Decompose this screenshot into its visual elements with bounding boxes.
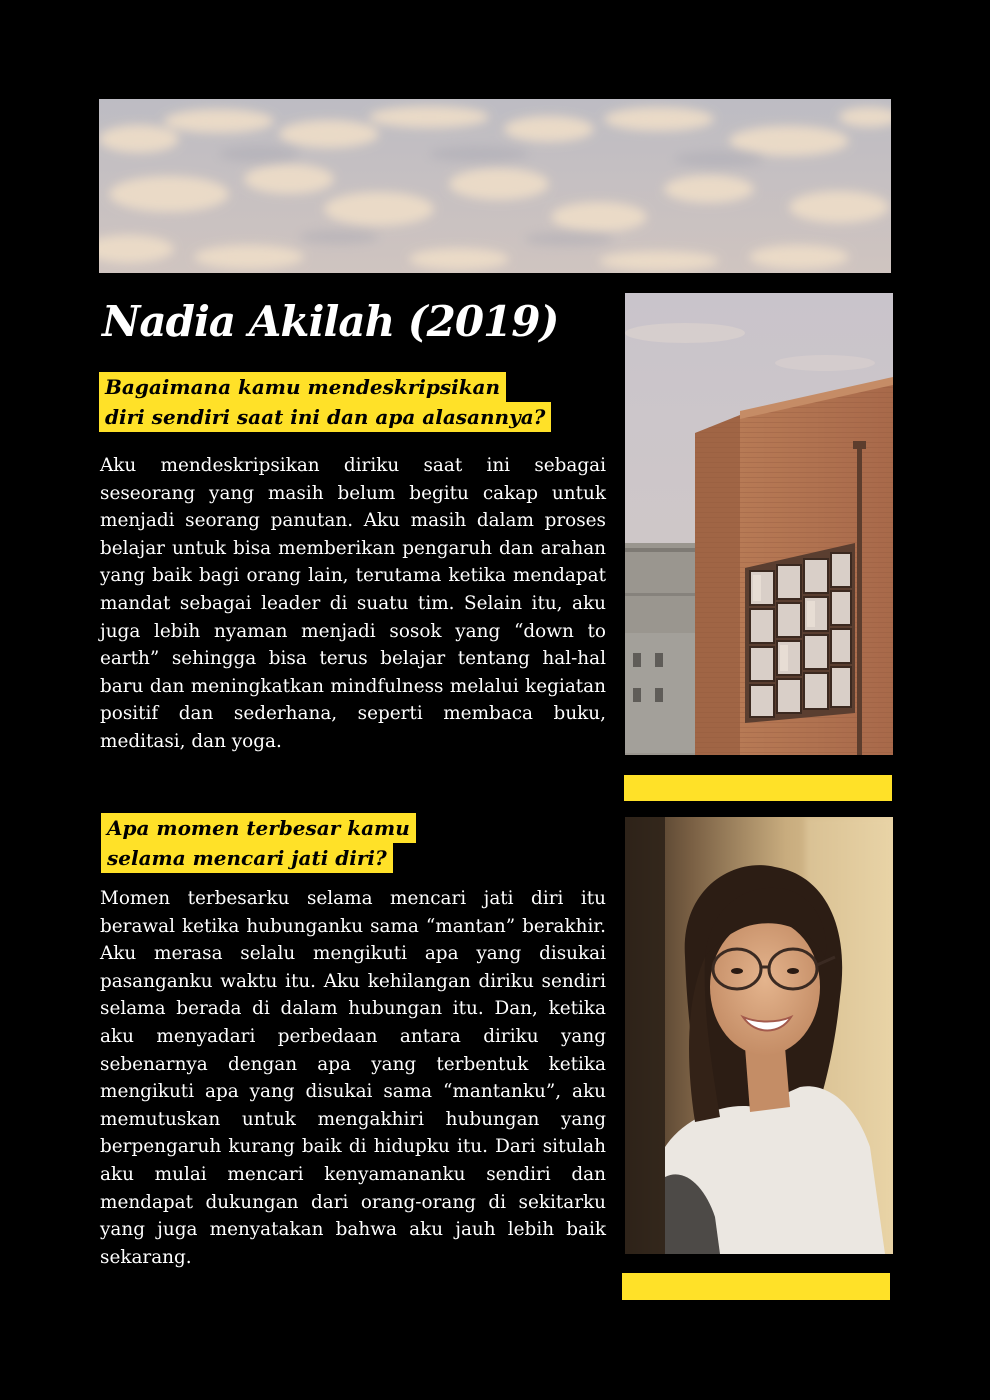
question-2-line-2: selama mencari jati diri? [101, 843, 393, 873]
portrait-photo [625, 817, 893, 1254]
cloudy-sky-photo [99, 99, 891, 273]
smiling-woman-with-glasses-photo [625, 817, 893, 1254]
building-photo [625, 293, 893, 755]
answer-paragraph-2: Momen terbesarku selama mencari jati diri itu berawal ketika hubunganku sama “mantan” berakhir. Aku merasa selalu mengikuti apa yang disukai pasanganku waktu itu. Aku kehilangan diriku sendiri selama berada di dalam hubungan itu. Dan, ketika aku menyadari perbedaan antara diriku yang sebenarnya dengan apa yang terbentuk ketika mengikuti apa yang disukai sama “mantanku”, aku memutuskan untuk mengakhiri hubungan yang berpengaruh kurang baik di hidupku itu. Dari situlah aku mulai mencari kenyamananku sendiri dan mendapat dukungan dari orang-orang di sekitarku yang juga menyatakan bahwa aku jauh lebih baik sekarang. [100, 888, 606, 1268]
question-1-line-2: diri sendiri saat ini dan apa alasannya? [99, 402, 551, 432]
brick-building-photo [625, 293, 893, 755]
question-heading-2 [101, 813, 416, 873]
answer-paragraph-1: Aku mendeskripsikan diriku saat ini sebagai seseorang yang masih belum begitu cakap untuk menjadi seorang panutan. Aku masih dalam proses belajar untuk bisa memberikan pengaruh dan arahan yang baik bagi orang lain, terutama ketika mendapat mandat sebagai leader di suatu tim. Selain itu, aku juga lebih nyaman menjadi sosok yang “down to earth” sehingga bisa terus belajar tentang hal-hal baru dan meningkatkan mindfulness melalui kegiatan positif dan sederhana, seperti membaca buku, meditasi, dan yoga. [100, 455, 606, 752]
question-heading-1 [99, 372, 551, 432]
question-1-line-1: Bagaimana kamu mendeskripsikan [99, 372, 506, 402]
page-title: Nadia Akilah (2019) [102, 297, 559, 346]
accent-bar-2 [622, 1273, 890, 1300]
sky-banner-image [99, 99, 891, 273]
question-2-line-1: Apa momen terbesar kamu [101, 813, 416, 843]
accent-bar-1 [624, 775, 892, 801]
